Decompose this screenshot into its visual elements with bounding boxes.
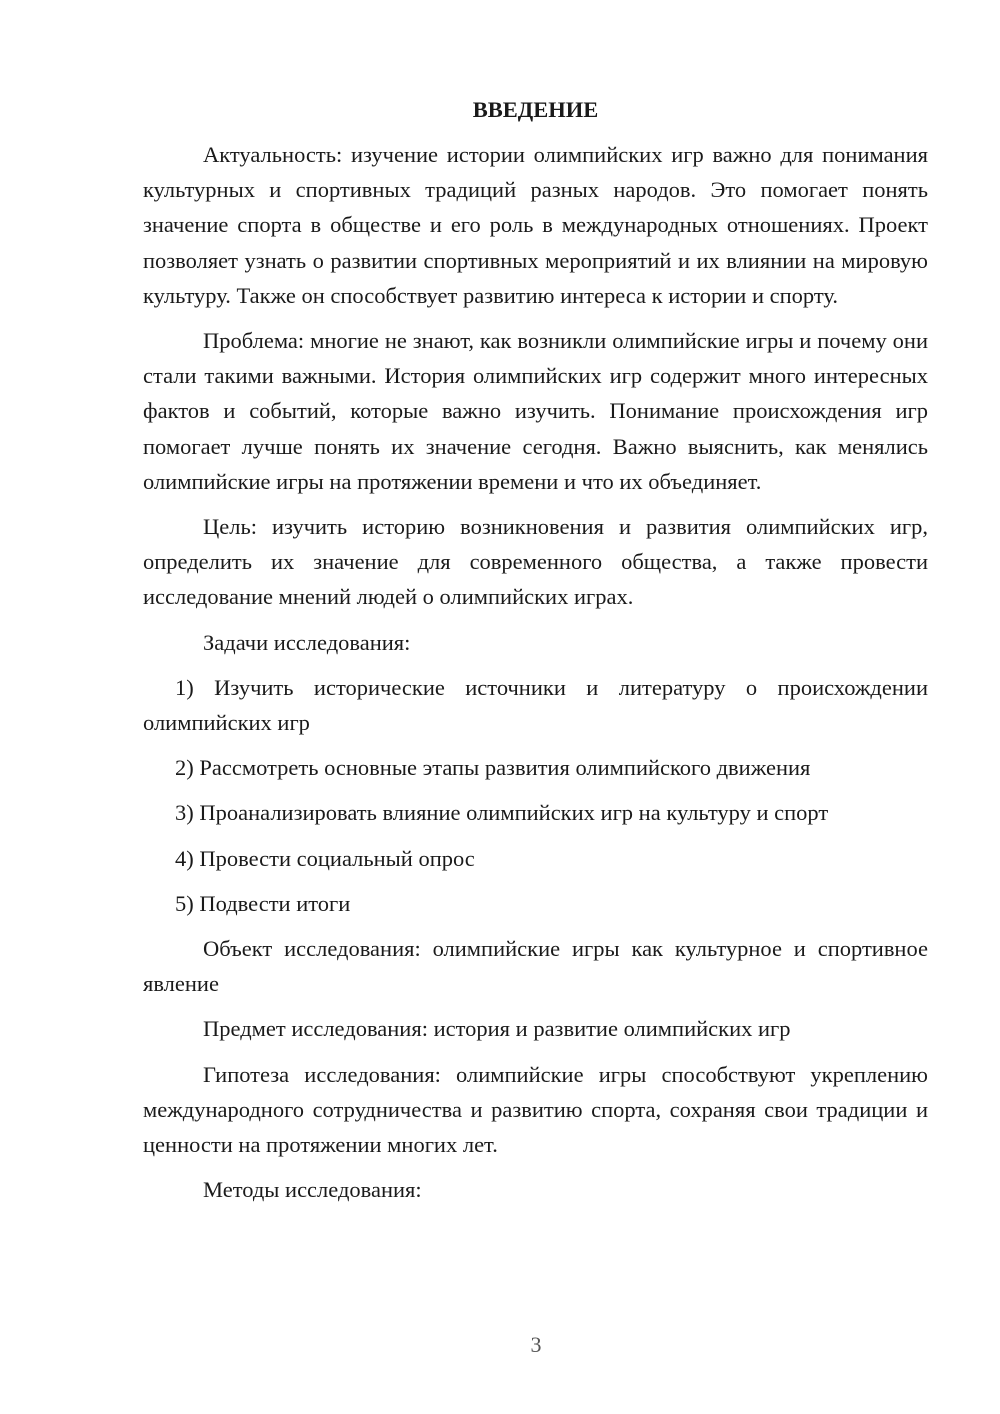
task-item-2: 2) Рассмотреть основные этапы развития олимпийского движения — [175, 755, 811, 781]
methods-heading: Методы исследования: — [203, 1177, 422, 1203]
page-content — [143, 92, 928, 1217]
task-item-4: 4) Провести социальный опрос — [175, 845, 475, 871]
task-item-3: 3) Проанализировать влияние олимпийских игр на культуру и спорт — [175, 800, 829, 826]
relevance-paragraph: Актуальность: изучение истории олимпийских игр важно для понимания культурных и спортивных традиций разных народов. Это помогает понять значение спорта в обществе и его роль в международных отношениях. Проект позволяет узнать о развитии спортивных мероприятий и их влиянии на мировую культуру. Также он способствует развитию интереса к истории и спорту. — [143, 142, 928, 308]
hypothesis-paragraph: Гипотеза исследования: олимпийские игры способствуют укреплению международного сотрудничества и развитию спорта, сохраняя свои традиции и ценности на протяжении многих лет. — [143, 1061, 928, 1158]
tasks-heading: Задачи исследования: — [203, 629, 411, 655]
page-title: ВВЕДЕНИЕ — [472, 97, 599, 122]
subject-paragraph: Предмет исследования: история и развитие олимпийских игр — [203, 1016, 791, 1042]
problem-paragraph: Проблема: многие не знают, как возникли олимпийские игры и почему они стали такими важными. История олимпийских игр содержит много интересных фактов и событий, которые важно изучить. Понимание происхождения игр помогает лучше понять их значение сегодня. Важно выяснить, как менялись олимпийские игры на протяжении времени и что их объединяет. — [143, 328, 928, 494]
object-paragraph: Объект исследования: олимпийские игры как культурное и спортивное явление — [143, 936, 928, 997]
goal-paragraph: Цель: изучить историю возникновения и развития олимпийских игр, определить их значение для современного общества, а также провести исследование мнений людей о олимпийских играх. — [143, 514, 928, 610]
task-item-5: 5) Подвести итоги — [175, 890, 351, 916]
task-item-1: 1) Изучить исторические источники и литературу о происхождении олимпийских игр — [143, 674, 928, 736]
page-number: 3 — [530, 1332, 542, 1357]
